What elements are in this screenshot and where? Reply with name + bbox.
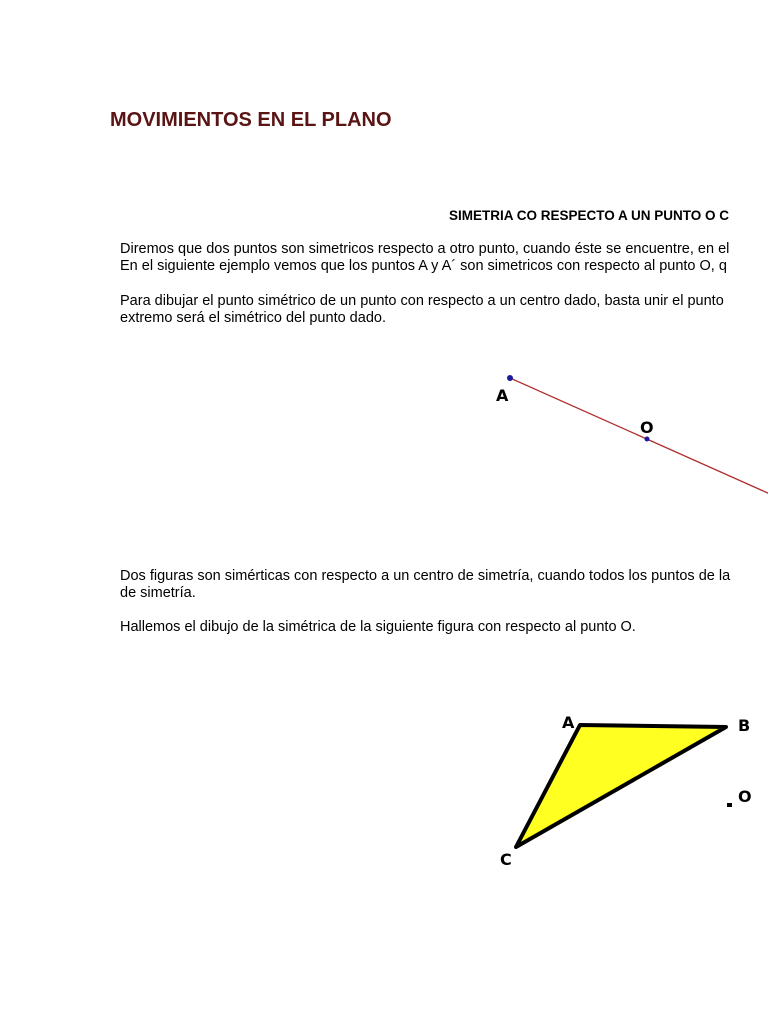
method-line-1: Para dibujar el punto simétrico de un punto con respecto a un centro dado, basta unir el punto [120,293,724,309]
triangle-figure-drawing [490,705,768,875]
segment-label-a: A [496,386,509,405]
intro-line-2: En el siguiente ejemplo vemos que los puntos A y A´ son simetricos con respecto al punto O, q [120,258,727,274]
point-o-marker [645,437,650,442]
triangle-label-b: B [738,716,751,735]
page-title: MOVIMIENTOS EN EL PLANO [110,109,392,131]
section-heading: SIMETRIA CO RESPECTO A UN PUNTO O C [449,208,730,223]
point-o-marker [727,803,732,807]
segment-figure-drawing [470,360,768,510]
figures-line-1: Dos figuras son simérticas con respecto a un centro de simetría, cuando todos los puntos de la [120,568,731,584]
triangle-label-a: A [562,713,575,732]
segment-figure [470,360,768,510]
triangle-figure [490,705,768,875]
triangle-label-o: O [738,787,752,806]
figures-line-2: de simetría. [120,585,196,601]
intro-line-1: Diremos que dos puntos son simetricos respecto a otro punto, cuando éste se encuentre, en el [120,241,730,257]
triangle-abc [516,725,726,847]
segment-label-o: O [640,418,654,437]
point-a-marker [507,375,513,381]
exercise-line: Hallemos el dibujo de la simétrica de la siguiente figura con respecto al punto O. [120,619,636,635]
method-line-2: extremo será el simétrico del punto dado. [120,310,386,326]
triangle-label-c: C [500,850,512,869]
segment-line [510,378,768,494]
